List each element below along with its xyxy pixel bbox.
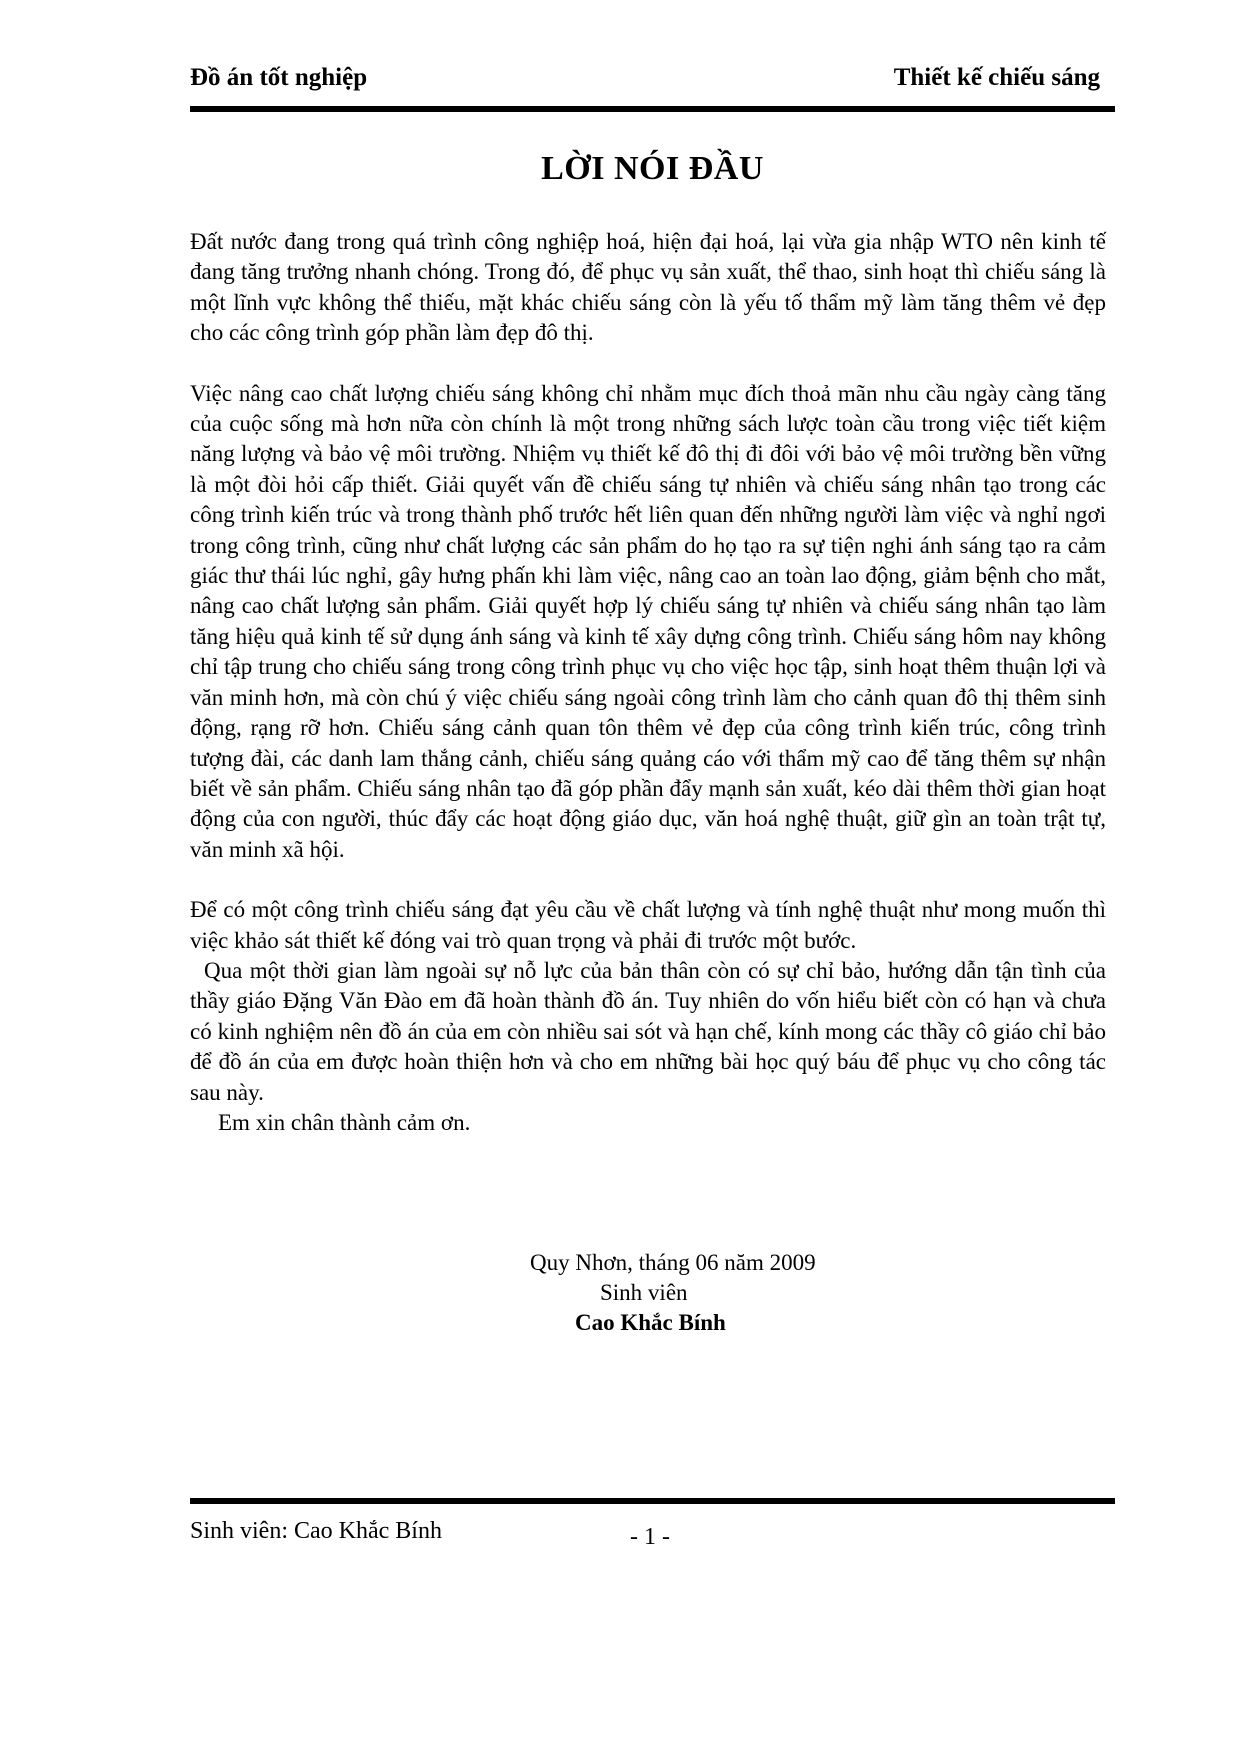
signature-date: Quy Nhơn, tháng 06 năm 2009 (530, 1250, 816, 1275)
paragraph-acknowledgement: Qua một thời gian làm ngoài sự nỗ lực của bản thân còn có sự chỉ bảo, hướng dẫn tận tình của thầy giáo Đặng Văn Đào em đã hoàn thành đồ án. Tuy nhiên do vốn hiểu biết còn có hạn và chưa có kinh nghiệm nên đồ án của em còn nhiều sai sót và hạn chế, kính mong các thầy cô giáo chỉ bảo để đồ án của em được hoàn thiện hơn và cho em những bài học quý báu để phục vụ cho công tác sau này. (190, 957, 1106, 1105)
page-header (190, 64, 1100, 104)
paragraph-design-role: Để có một công trình chiếu sáng đạt yêu cầu về chất lượng và tính nghệ thuật như mong muốn thì việc khảo sát thiết kế đóng vai trò quan trọng và phải đi trước một bước. (190, 897, 1106, 953)
paragraph-thanks: Em xin chân thành cảm ơn. (218, 1109, 471, 1135)
document-body (190, 227, 1106, 1138)
paragraph-intro: Đất nước đang trong quá trình công nghiệp hoá, hiện đại hoá, lại vừa gia nhập WTO nên kinh tế đang tăng trưởng nhanh chóng. Trong đó, để phục vụ sản xuất, thể thao, sinh hoạt thì chiếu sáng là một lĩnh vực không thể thiếu, mặt khác chiếu sáng còn là yếu tố thẩm mỹ làm tăng thêm vẻ đẹp cho các công trình góp phần làm đẹp đô thị. (190, 229, 1106, 346)
paragraph-lighting-quality: Việc nâng cao chất lượng chiếu sáng không chỉ nhằm mục đích thoả mãn nhu cầu ngày càng tăng của cuộc sống mà hơn nữa còn chính là một trong những sách lược toàn cầu trong việc tiết kiệm năng lượng và bảo vệ môi trường. Nhiệm vụ thiết kế đô thị đi đôi với bảo vệ môi trường bền vững là một đòi hỏi cấp thiết. Giải quyết vấn đề chiếu sáng tự nhiên và chiếu sáng nhân tạo trong các công trình kiến trúc và trong thành phố trước hết liên quan đến những người làm việc và nghỉ ngơi trong công trình, cũng như chất lượng các sản phẩm do họ tạo ra sự tiện nghi ánh sáng tạo ra cảm giác thư thái lúc nghỉ, gây hưng phấn khi làm việc, nâng cao an toàn lao động, giảm bệnh cho mắt, nâng cao chất lượng sản phẩm. Giải quyết hợp lý chiếu sáng tự nhiên và chiếu sáng nhân tạo làm tăng hiệu quả kinh tế sử dụng ánh sáng và kinh tế xây dựng công trình. Chiếu sáng hôm nay không chỉ tập trung cho chiếu sáng trong công trình phục vụ cho việc học tập, sinh hoạt thêm thuận lợi và văn minh hơn, mà còn chú ý việc chiếu sáng ngoài công trình làm cho cảnh quan đô thị thêm sinh động, rạng rỡ hơn. Chiếu sáng cảnh quan tôn thêm vẻ đẹp của công trình kiến trúc, công trình tượng đài, các danh lam thắng cảnh, chiếu sáng quảng cáo với thẩm mỹ cao để tăng thêm sự nhận biết về sản phẩm. Chiếu sáng nhân tạo đã góp phần đẩy mạnh sản xuất, kéo dài thêm thời gian hoạt động của con người, thúc đẩy các hoạt động giáo dục, văn hoá nghệ thuật, giữ gìn an toàn trật tự, văn minh xã hội. (190, 380, 1106, 862)
page-title: LỜI NÓI ĐẦU (541, 150, 764, 187)
header-document-topic: Thiết kế chiếu sáng (893, 64, 1100, 91)
signature-name: Cao Khắc Bính (575, 1310, 726, 1335)
signature-role: Sinh viên (600, 1280, 688, 1305)
header-divider (190, 106, 1115, 112)
header-document-type: Đồ án tốt nghiệp (190, 64, 368, 91)
footer-divider (190, 1498, 1115, 1504)
page-number: - 1 - (630, 1524, 670, 1550)
footer-student: Sinh viên: Cao Khắc Bính (190, 1518, 442, 1544)
